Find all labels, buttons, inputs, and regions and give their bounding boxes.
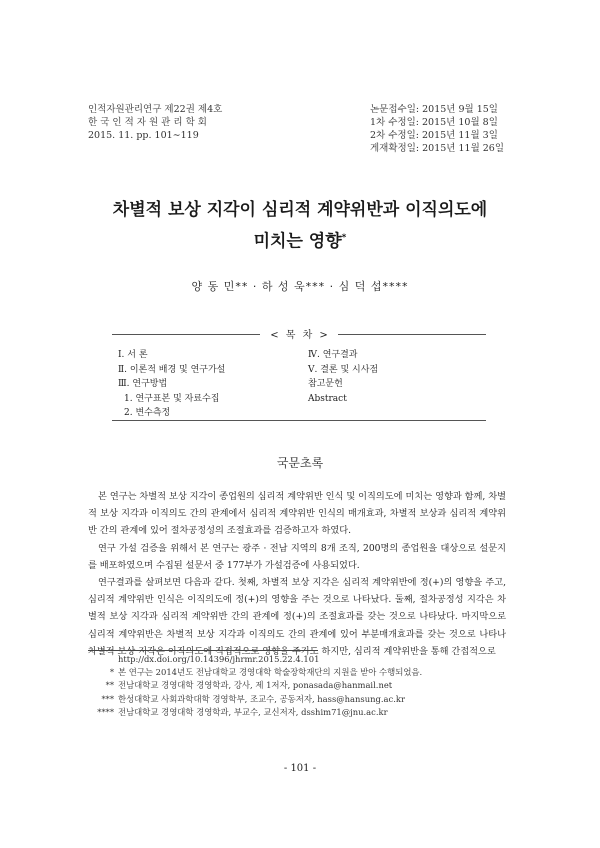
footnote-mark: * <box>109 667 114 678</box>
footnote-text: 전남대학교 경영대학 경영학과, 부교수, 교신저자, dsshim71@jnu.ac.kr <box>118 706 388 717</box>
toc-item[interactable]: Ⅴ. 결론 및 시사점 <box>308 364 379 375</box>
footnote-item <box>88 706 508 719</box>
abstract-paragraph: 연구결과를 살펴보면 다음과 같다. 첫째, 차별적 보상 지각은 심리적 계약위반에 정(+)의 영향을 주고, 심리적 계약위반 인식은 이직의도에 정(+)의 영향을 주는 것으로 나타났다. 둘째, 절차공정성 지각은 차별적 보상 지각과 심리적 계약위반 간의 관계에 정(+)의 조절효과를 갖는 것으로 나타났다. 마지막으로 심리적 계약위반은 차별적 보상 지각과 이직의도 간의 관계에 있어 부분매개효과를 갖는 것으로 나타나 차별적 보상 지각은 이직의도에 직접적으로 영향을 주기도 하지만, 심리적 계약위반을 통해 간접적으로 <box>88 577 506 657</box>
title-line-2: 미치는 영향 <box>253 231 342 252</box>
doi-link[interactable]: http://dx.doi.org/10.14396/jhrmr.2015.22.4.101 <box>118 654 320 664</box>
submission-dates <box>370 103 504 155</box>
paper-title <box>60 196 540 256</box>
footnote-rule <box>88 650 318 651</box>
date-received: 논문접수일: 2015년 9월 15일 <box>370 104 498 115</box>
toc-item[interactable]: Ⅲ. 연구방법 <box>118 379 168 389</box>
footnote-item <box>88 679 508 692</box>
abstract-body <box>88 488 506 660</box>
toc-item[interactable]: 참고문헌 <box>308 379 343 389</box>
date-accepted: 게재확정일: 2015년 11월 26일 <box>370 143 505 154</box>
abstract-paragraph: 본 연구는 차별적 보상 지각이 종업원의 심리적 계약위반 인식 및 이직의도에 미치는 영향과 함께, 차별적 보상 지각과 이직의도 간의 관계에서 심리적 계약위반 인식의 매개효과, 차별적 보상과 심리적 계약위반 간의 관계에 있어 절차공정성의 조절효과를 검증하고자 하였다. <box>88 491 506 537</box>
toc-subitem[interactable]: 1. 연구표본 및 자료수집 <box>124 393 220 404</box>
toc-left-column <box>118 348 225 421</box>
toc-label: < 목 차 > <box>270 330 330 341</box>
toc-rule-right <box>338 334 486 335</box>
abstract-paragraph: 연구 가설 검증을 위해서 본 연구는 광주 · 전남 지역의 8개 조직, 200명의 종업원을 대상으로 설문지를 배포하였으며 수집된 설문서 중 177부가 가설검증에 사용되었다. <box>88 542 506 571</box>
toc-subitem[interactable]: 2. 변수측정 <box>124 408 171 418</box>
toc-item[interactable]: Ⅰ. 서 론 <box>118 350 148 360</box>
journal-pages: 2015. 11. pp. 101∼119 <box>88 130 199 141</box>
page-number: - 101 - <box>283 763 317 774</box>
footnote-item <box>88 693 508 706</box>
toc-item[interactable]: Abstract <box>308 393 347 404</box>
date-revision1: 1차 수정일: 2015년 10월 8일 <box>370 117 498 128</box>
toc-rule-left <box>112 334 260 335</box>
toc-right-column <box>308 348 378 406</box>
journal-name: 인적자원관리연구 제22권 제4호 <box>88 104 223 115</box>
journal-society: 한 국 인 적 자 원 관 리 학 회 <box>88 117 207 128</box>
footnote-text: 본 연구는 2014년도 전남대학교 경영대학 학술장학재단의 지원을 받아 수행되었음. <box>118 667 423 678</box>
author-list: 양 동 민** · 하 성 욱*** · 심 덕 섭**** <box>191 280 409 293</box>
footnote-mark: ** <box>105 680 114 691</box>
footnote-mark: *** <box>101 693 114 704</box>
toc-rule-bottom <box>112 420 486 421</box>
toc-item[interactable]: Ⅳ. 연구결과 <box>308 350 358 360</box>
title-line-1: 차별적 보상 지각이 심리적 계약위반과 이직의도에 <box>112 200 488 220</box>
abstract-heading: 국문초록 <box>276 456 324 470</box>
footnotes <box>88 653 508 719</box>
footnote-mark: **** <box>97 706 114 717</box>
footnote-item <box>88 666 508 679</box>
date-revision2: 2차 수정일: 2015년 11월 3일 <box>370 130 498 141</box>
footnote-text: 한성대학교 사회과학대학 경영학부, 조교수, 공동저자, hass@hansung.ac.kr <box>118 693 405 704</box>
title-footnote-mark: * <box>341 233 347 243</box>
footnote-text: 전남대학교 경영대학 경영학과, 강사, 제 1저자, ponasada@hanmail.net <box>118 680 393 691</box>
journal-header <box>88 103 222 142</box>
toc-item[interactable]: Ⅱ. 이론적 배경 및 연구가설 <box>118 364 226 375</box>
